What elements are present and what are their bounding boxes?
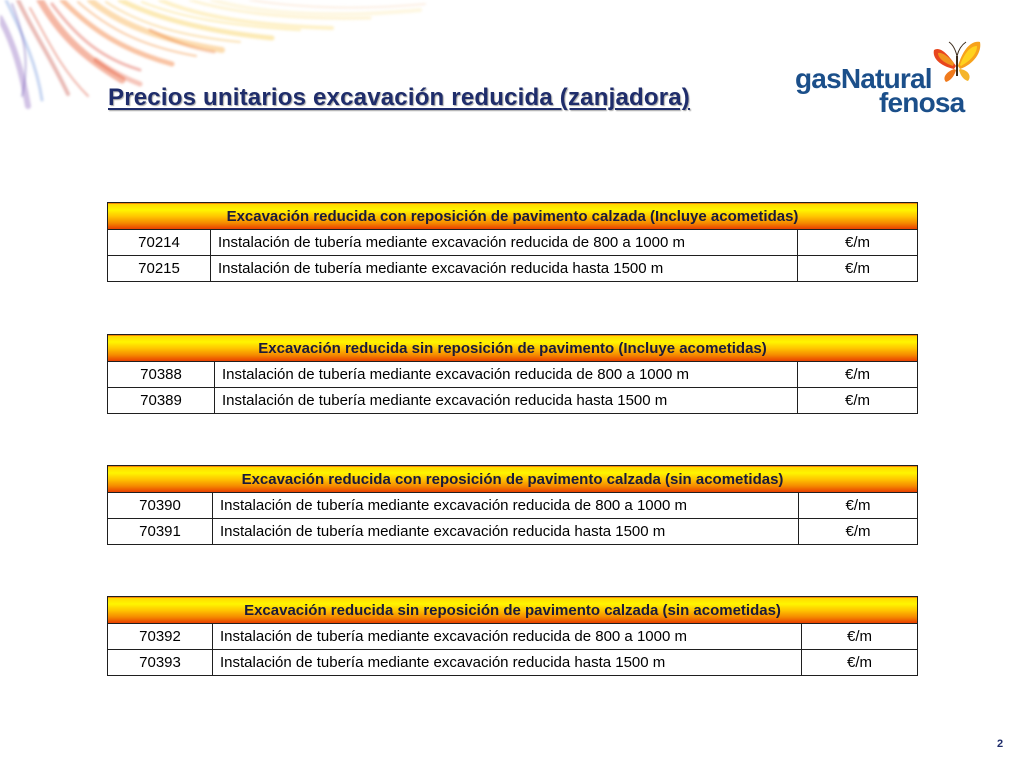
table-row	[108, 650, 918, 676]
table-row	[108, 230, 918, 256]
table-header-row	[108, 597, 918, 624]
price-table-con-reposicion-sin-acometidas	[107, 465, 918, 545]
logo-text-gasnatural: gasNatural	[795, 63, 932, 94]
table-row	[108, 519, 918, 545]
table-row	[108, 362, 918, 388]
table-header-row	[108, 466, 918, 493]
item-description: Instalación de tubería mediante excavación reducida de 800 a 1000 m	[215, 362, 798, 388]
item-unit: €/m	[798, 362, 918, 388]
item-code: 70214	[108, 230, 211, 256]
item-unit: €/m	[799, 519, 918, 545]
table-header: Excavación reducida sin reposición de pavimento calzada (sin acometidas)	[108, 597, 918, 624]
item-description: Instalación de tubería mediante excavación reducida hasta 1500 m	[213, 650, 802, 676]
item-unit: €/m	[802, 650, 918, 676]
table-header-row	[108, 335, 918, 362]
item-code: 70391	[108, 519, 213, 545]
item-description: Instalación de tubería mediante excavación reducida hasta 1500 m	[213, 519, 799, 545]
item-code: 70389	[108, 388, 215, 414]
price-table-sin-reposicion-incluye-acometidas	[107, 334, 918, 414]
table-row	[108, 493, 918, 519]
table-row	[108, 624, 918, 650]
item-unit: €/m	[798, 230, 918, 256]
butterfly-icon	[930, 36, 984, 84]
item-description: Instalación de tubería mediante excavación reducida de 800 a 1000 m	[211, 230, 798, 256]
logo-text-fenosa: fenosa	[879, 87, 965, 118]
price-table-sin-reposicion-sin-acometidas	[107, 596, 918, 676]
item-code: 70393	[108, 650, 213, 676]
item-unit: €/m	[798, 256, 918, 282]
page-number: 2	[997, 738, 1004, 750]
table-header: Excavación reducida sin reposición de pavimento (Incluye acometidas)	[108, 335, 918, 362]
table-row	[108, 256, 918, 282]
item-description: Instalación de tubería mediante excavación reducida de 800 a 1000 m	[213, 624, 802, 650]
price-table-con-reposicion-incluye-acometidas	[107, 202, 918, 282]
table-header-row	[108, 203, 918, 230]
item-description: Instalación de tubería mediante excavación reducida hasta 1500 m	[211, 256, 798, 282]
item-unit: €/m	[798, 388, 918, 414]
item-code: 70388	[108, 362, 215, 388]
slide-title: Precios unitarios excavación reducida (zanjadora)	[108, 84, 691, 111]
item-unit: €/m	[799, 493, 918, 519]
table-header: Excavación reducida con reposición de pavimento calzada (sin acometidas)	[108, 466, 918, 493]
table-row	[108, 388, 918, 414]
item-unit: €/m	[802, 624, 918, 650]
item-code: 70392	[108, 624, 213, 650]
table-header: Excavación reducida con reposición de pavimento calzada (Incluye acometidas)	[108, 203, 918, 230]
item-description: Instalación de tubería mediante excavación reducida hasta 1500 m	[215, 388, 798, 414]
item-code: 70390	[108, 493, 213, 519]
item-description: Instalación de tubería mediante excavación reducida de 800 a 1000 m	[213, 493, 799, 519]
item-code: 70215	[108, 256, 211, 282]
